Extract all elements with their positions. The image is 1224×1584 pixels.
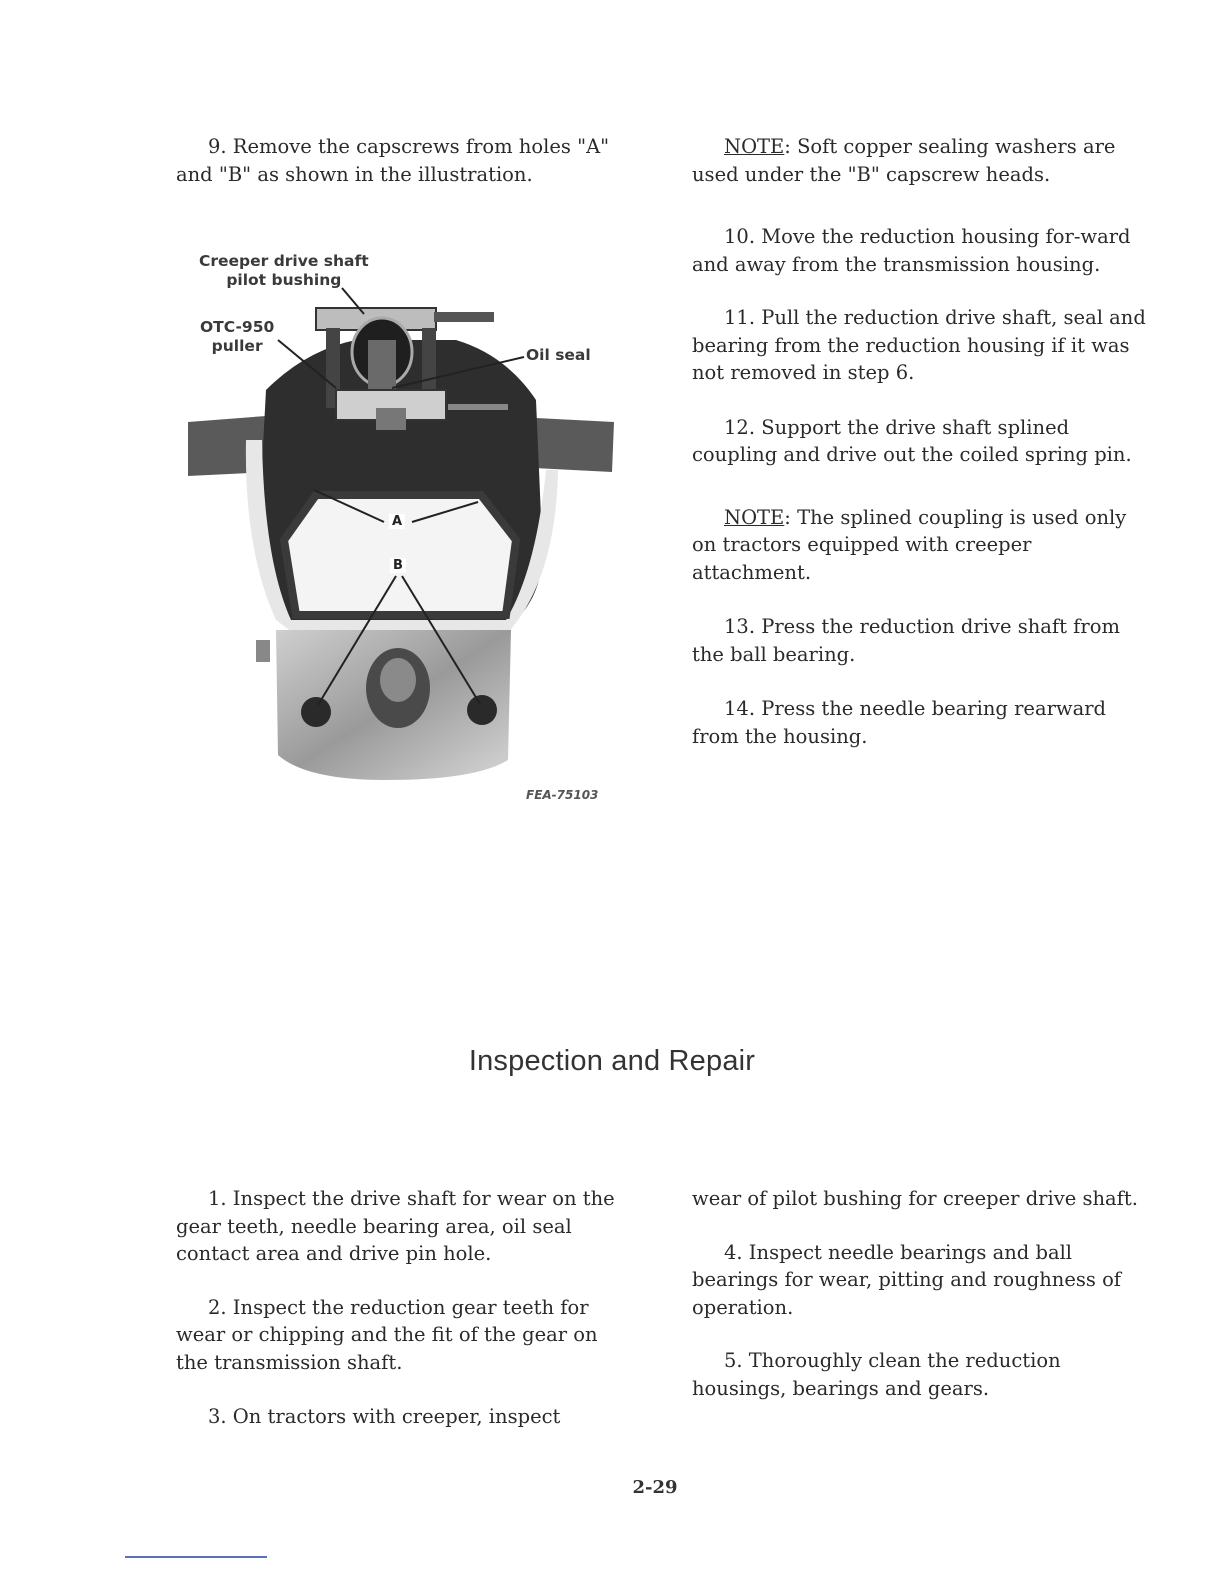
callout-otc-puller — [200, 318, 274, 356]
inspect-step-1: 1. Inspect the drive shaft for wear on the gear teeth, needle bearing area, oil seal contact area and drive pin hole. — [176, 1187, 615, 1265]
note-1 — [692, 133, 1147, 188]
callout-creeper-line1: Creeper drive shaft — [199, 252, 369, 270]
callout-creeper-line2: pilot bushing — [226, 271, 342, 289]
section-title: Inspection and Repair — [468, 1045, 756, 1077]
step-14: 14. Press the needle bearing rearward from the housing. — [692, 697, 1107, 748]
inspect-step-4: 4. Inspect needle bearings and ball bearings for wear, pitting and roughness of operation. — [692, 1240, 1122, 1319]
step-11: 11. Pull the reduction drive shaft, seal and bearing from the reduction housing if it was not removed in step 6. — [692, 306, 1146, 384]
note-2-label: NOTE — [724, 505, 785, 529]
page-number: 2-29 — [632, 1477, 678, 1498]
bolt-hole-right — [467, 695, 497, 725]
housing-opening — [284, 495, 516, 615]
inspect-step-5: 5. Thoroughly clean the reduction housings, bearings and gears. — [692, 1349, 1061, 1400]
figure-id: FEA-75103 — [526, 788, 599, 802]
inspect-step-3: 3. On tractors with creeper, inspect — [208, 1405, 561, 1428]
note-2-text: : The splined coupling is used only on tractors equipped with creeper attachment. — [692, 505, 1127, 584]
callout-otc-line1: OTC-950 — [200, 318, 275, 336]
bottom-rule — [125, 1556, 267, 1558]
callout-otc-line2: puller — [211, 337, 263, 355]
inspect-step-2: 2. Inspect the reduction gear teeth for wear or chipping and the fit of the gear on the transmission shaft. — [176, 1295, 598, 1374]
step-12: 12. Support the drive shaft splined coupling and drive out the coiled spring pin. — [692, 415, 1132, 466]
housing-right-arm — [534, 418, 614, 472]
column-bottom-left — [176, 1185, 632, 1431]
note-1-text: : Soft copper sealing washers are used under the "B" capscrew heads. — [692, 135, 1116, 186]
reduction-housing-figure — [186, 240, 616, 810]
step-13: 13. Press the reduction drive shaft from the ball bearing. — [692, 615, 1120, 666]
puller-screw — [434, 312, 494, 322]
column-bottom-right — [692, 1185, 1147, 1402]
bolt-hole-left — [301, 697, 331, 727]
callout-oil-seal: Oil seal — [526, 346, 591, 364]
callout-creeper-drive-shaft — [199, 252, 369, 290]
note-2 — [692, 504, 1147, 587]
column-top-right — [692, 133, 1147, 750]
step-10: 10. Move the reduction housing for-ward and away from the transmission housing. — [692, 225, 1131, 276]
step-9: 9. Remove the capscrews from holes "A" and "B" as shown in the illustration. — [176, 135, 610, 186]
note-1-label: NOTE — [724, 135, 785, 158]
column-top-left — [176, 133, 626, 188]
label-a: A — [389, 514, 405, 529]
inspect-step-3-continued: wear of pilot bushing for creeper drive shaft. — [692, 1187, 1138, 1210]
label-b: B — [390, 558, 406, 573]
